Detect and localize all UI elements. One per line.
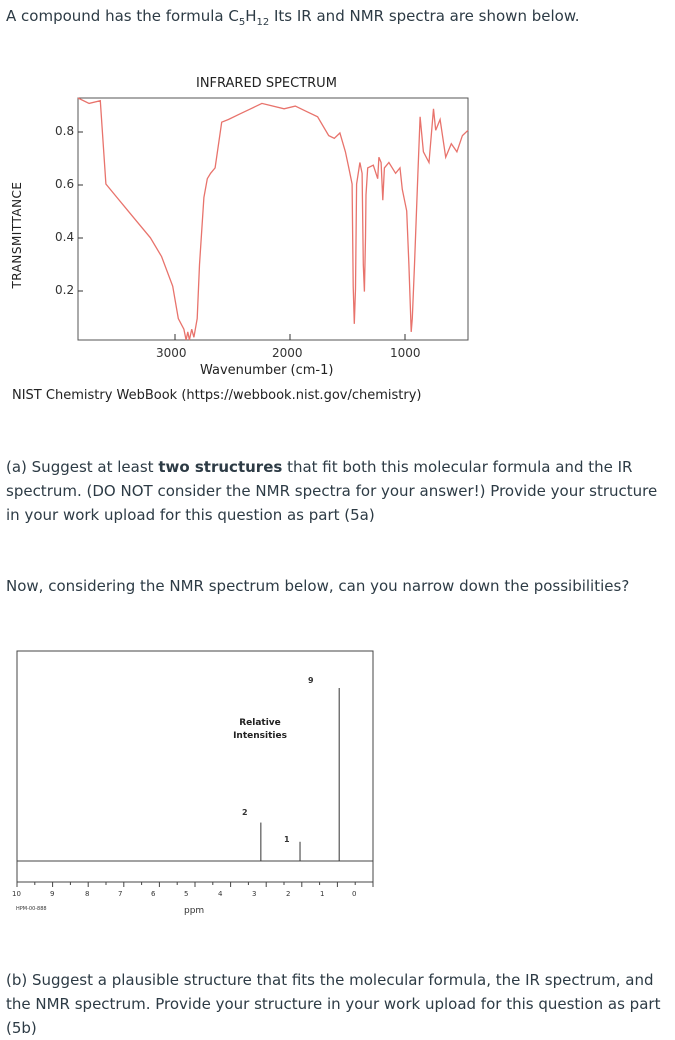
part-b-question: (b) Suggest a plausible structure that fits the molecular formula, the IR spectrum, and the NMR spectrum. Provide your structure in your work upload for this question as part (5b) [6,971,661,1037]
nmr-plot-frame [17,651,373,882]
nmr-intensities-label: Intensities [233,731,287,741]
nmr-xtick: 0 [352,890,357,898]
nmr-xtick: 7 [118,890,123,898]
nmr-xtick: 3 [252,890,257,898]
ir-title: INFRARED SPECTRUM [196,76,337,91]
ir-ytick: 0.6 [55,177,75,191]
nmr-peaks [261,688,339,861]
nmr-xtick: 10 [12,890,21,898]
nmr-intro: Now, considering the NMR spectrum below, can you narrow down the possibilities? [6,577,630,595]
nmr-peak-label: 1 [284,835,290,844]
ir-xtick: 2000 [272,346,303,360]
ir-y-axis-label: TRANSMITTANCE [10,181,24,289]
nmr-ppm-label: ppm [184,906,205,916]
part-a-question: (a) Suggest at least two structures that fit both this molecular formula and the IR spectrum. (DO NOT consider the NMR spectra for your answer!) Provide your structure in your work upload for this question as part (5a) [6,458,658,524]
ir-xtick: 1000 [390,346,421,360]
nmr-xtick: 8 [85,890,90,898]
ir-source-credit: NIST Chemistry WebBook (https://webbook.nist.gov/chemistry) [12,388,422,403]
nmr-xtick: 2 [286,890,291,898]
ir-ytick: 0.2 [55,283,75,297]
nmr-xtick: 6 [151,890,156,898]
nmr-peak-label: 9 [308,676,314,685]
nmr-relative-intensities [230,717,290,743]
nmr-xtick: 5 [184,890,189,898]
nmr-xtick: 9 [50,890,55,898]
ir-ytick: 0.4 [55,230,75,244]
nmr-code: HPM-00-888 [16,906,47,912]
nmr-xtick: 1 [320,890,325,898]
nmr-relative-label: Relative [239,718,281,728]
nmr-xtick-marks [17,882,373,887]
question-intro: A compound has the formula $C_5H_{12}$ Its IR and NMR spectra are shown below. [6,7,580,28]
nmr-peak-label: 2 [242,808,248,817]
ir-ytick: 0.8 [55,124,75,138]
nmr-xtick: 4 [218,890,223,898]
ir-x-axis-label: Wavenumber (cm-1) [200,363,334,378]
ir-xtick: 3000 [156,346,187,360]
